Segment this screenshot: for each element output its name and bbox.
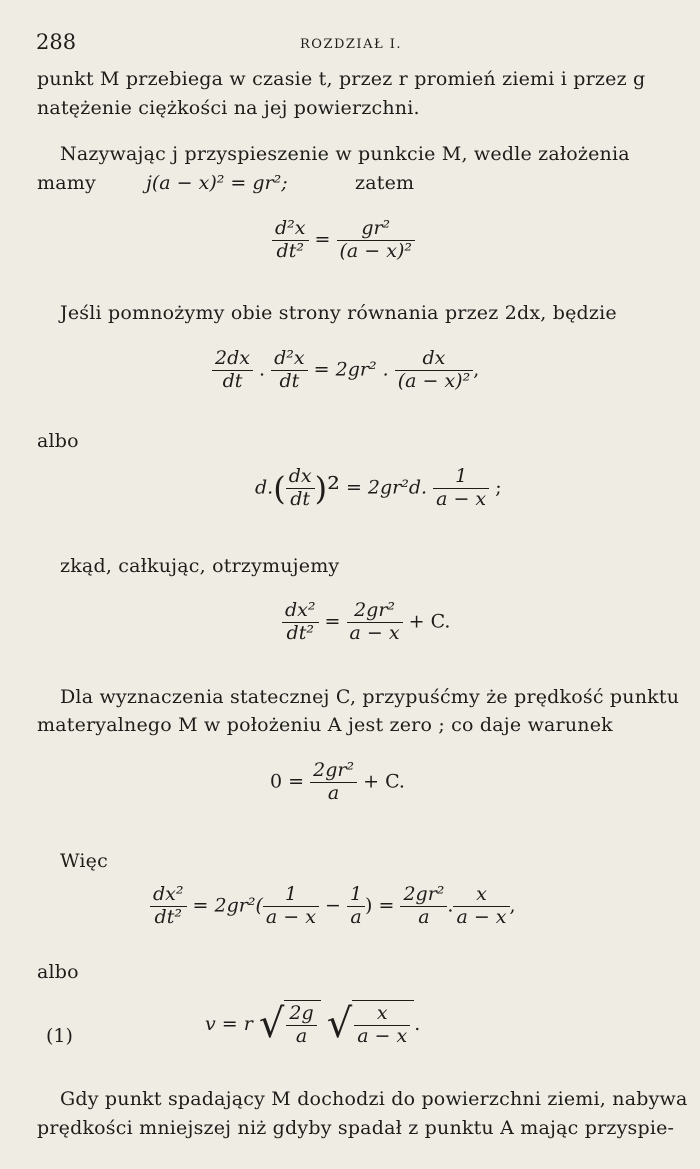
text-line: punkt M przebiega w czasie t, przez r promień ziemi i przez g (37, 68, 646, 90)
equation-7: v = r √ $\frac{2g}{a}$ √ $\frac{x}{a - x}$ . (205, 1000, 421, 1047)
text-line: prędkości mniejszej niż gdyby spadał z punktu A mając przyspie- (37, 1117, 675, 1139)
equation-4: $\frac{\text{dx²}}{\text{dt²}}$ = $\frac{\text{2gr²}}{a - x}$ + C. (282, 600, 450, 645)
equation-number: (1) (46, 1025, 73, 1047)
fraction: $\frac{\text{gr²}}{\text{(a − x)²}}$ (337, 218, 415, 263)
text-line: Nazywając j przyspieszenie w punkcie M, wedle założenia (60, 143, 630, 165)
text-line: materyalnego M w położeniu A jest zero ; co daje warunek (37, 714, 613, 736)
equation-2: $\frac{2dx}{dt}$ . $\frac{\text{d²x}}{dt}$ = 2gr² . $\frac{dx}{\text{(a − x)²}}$ , (212, 348, 479, 393)
text-line: Jeśli pomnożymy obie strony równania przez 2dx, będzie (60, 302, 617, 324)
text-line: mamy (37, 172, 96, 194)
equation-1: $\frac{\text{d²x}}{\text{dt²}}$ = $\frac{\text{gr²}}{\text{(a − x)²}}$ (272, 218, 415, 263)
radical-sign: √ (258, 1000, 285, 1047)
inline-equation: j(a − x)² = gr²; (146, 172, 288, 194)
text-line: Dla wyznaczenia statecznej C, przypuśćmy że prędkość punktu (60, 686, 680, 708)
text-line: natężenie ciężkości na jej powierzchni. (37, 97, 420, 119)
fraction: $\frac{\text{d²x}}{\text{dt²}}$ (272, 218, 309, 263)
running-header: ROZDZIAŁ I. (300, 37, 403, 52)
page-number: 288 (36, 30, 77, 54)
text-line: Gdy punkt spadający M dochodzi do powierzchni ziemi, nabywa (60, 1088, 688, 1110)
equation-5: 0 = $\frac{\text{2gr²}}{a}$ + C. (270, 759, 405, 804)
text-line: albo (37, 961, 79, 983)
text-line: zkąd, całkując, otrzymujemy (60, 555, 340, 577)
equation-3: d.( $\frac{dx}{dt}$ )² = 2gr²d. $\frac{1}{a - x}$ ; (255, 465, 502, 510)
text-line: zatem (355, 172, 415, 194)
text-line: Więc (60, 850, 108, 872)
equation-6: $\frac{\text{dx²}}{\text{dt²}}$ = 2gr²( $\frac{1}{a - x}$ − $\frac{1}{a}$ ) = $\frac{\text{2gr²}}{a}$ . $\frac{x}{a - x}$ , (150, 884, 516, 929)
text-line: albo (37, 430, 79, 452)
radical-sign: √ (326, 1000, 353, 1047)
